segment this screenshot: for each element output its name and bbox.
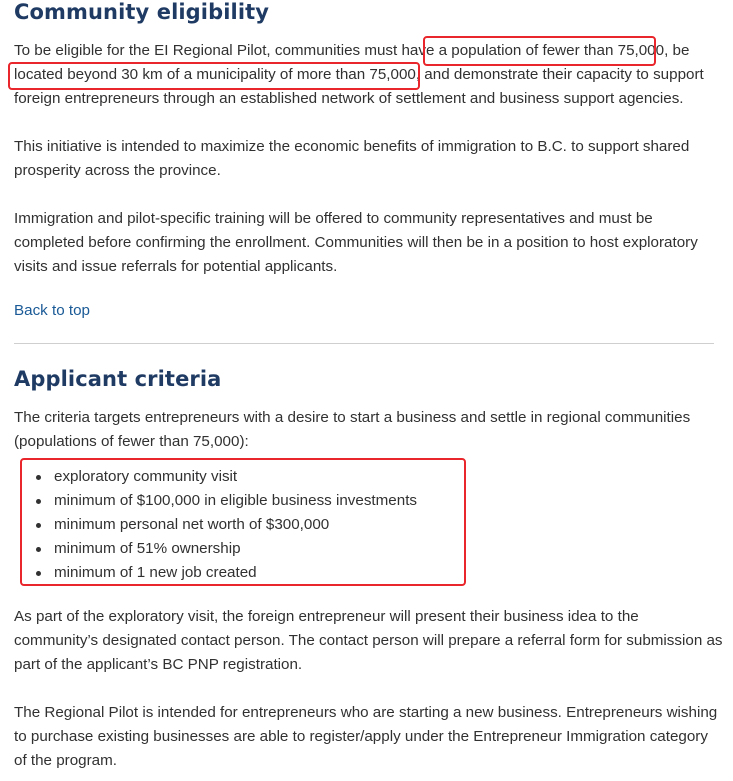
text-line: foreign entrepreneurs through an established network of settlement and business support agencies. xyxy=(14,90,684,107)
text-line: part of the applicant’s BC PNP registration. xyxy=(14,656,303,673)
list-item-text: minimum of 51% ownership xyxy=(54,540,241,557)
initiative-paragraph xyxy=(14,135,719,183)
text-line: The Regional Pilot is intended for entrepreneurs who are starting a new business. Entrepreneurs wishing xyxy=(14,704,718,721)
text-line: This initiative is intended to maximize the economic benefits of immigration to B.C. to support shared xyxy=(14,138,690,155)
text-line: Immigration and pilot-specific training will be offered to community representatives and must be xyxy=(14,210,653,227)
list-item-text: minimum of 1 new job created xyxy=(54,564,257,581)
highlight-box-criteria xyxy=(20,458,466,586)
text-line: prosperity across the province. xyxy=(14,162,221,179)
exploratory-visit-paragraph xyxy=(14,605,723,677)
text-line: As part of the exploratory visit, the foreign entrepreneur will present their business idea to the xyxy=(14,608,639,625)
highlight-box-distance xyxy=(8,62,420,90)
section-title-community-eligibility: Community eligibility xyxy=(14,0,270,24)
text-line: community’s designated contact person. The contact person will prepare a referral form for submission as xyxy=(14,632,723,649)
text-line: To be eligible for the EI Regional Pilot, communities must have a population of fewer than 75,000, be xyxy=(14,42,690,59)
text-line: to purchase existing businesses are able to register/apply under the Entrepreneur Immigration category xyxy=(14,728,708,745)
training-paragraph xyxy=(14,207,719,279)
list-item-text: minimum personal net worth of $300,000 xyxy=(54,516,330,533)
text-line: of the program. xyxy=(14,752,117,769)
section-title-applicant-criteria: Applicant criteria xyxy=(14,367,222,391)
text-line: visits and issue referrals for potential applicants. xyxy=(14,258,338,275)
text-line: completed before confirming the enrollment. Communities will then be in a position to host exploratory xyxy=(14,234,698,251)
list-item-text: minimum of $100,000 in eligible business investments xyxy=(54,492,418,509)
back-to-top-link[interactable]: Back to top xyxy=(14,302,90,319)
text-line: The criteria targets entrepreneurs with a desire to start a business and settle in regional communities xyxy=(14,409,691,426)
regional-pilot-paragraph xyxy=(14,701,719,773)
text-line: (populations of fewer than 75,000): xyxy=(14,433,249,450)
text-line: located beyond 30 km of a municipality of more than 75,000, and demonstrate their capacity to support xyxy=(14,66,704,83)
section-divider xyxy=(14,343,714,344)
criteria-intro xyxy=(14,406,719,454)
list-item-text: exploratory community visit xyxy=(54,468,238,485)
highlight-box-population xyxy=(423,36,656,66)
